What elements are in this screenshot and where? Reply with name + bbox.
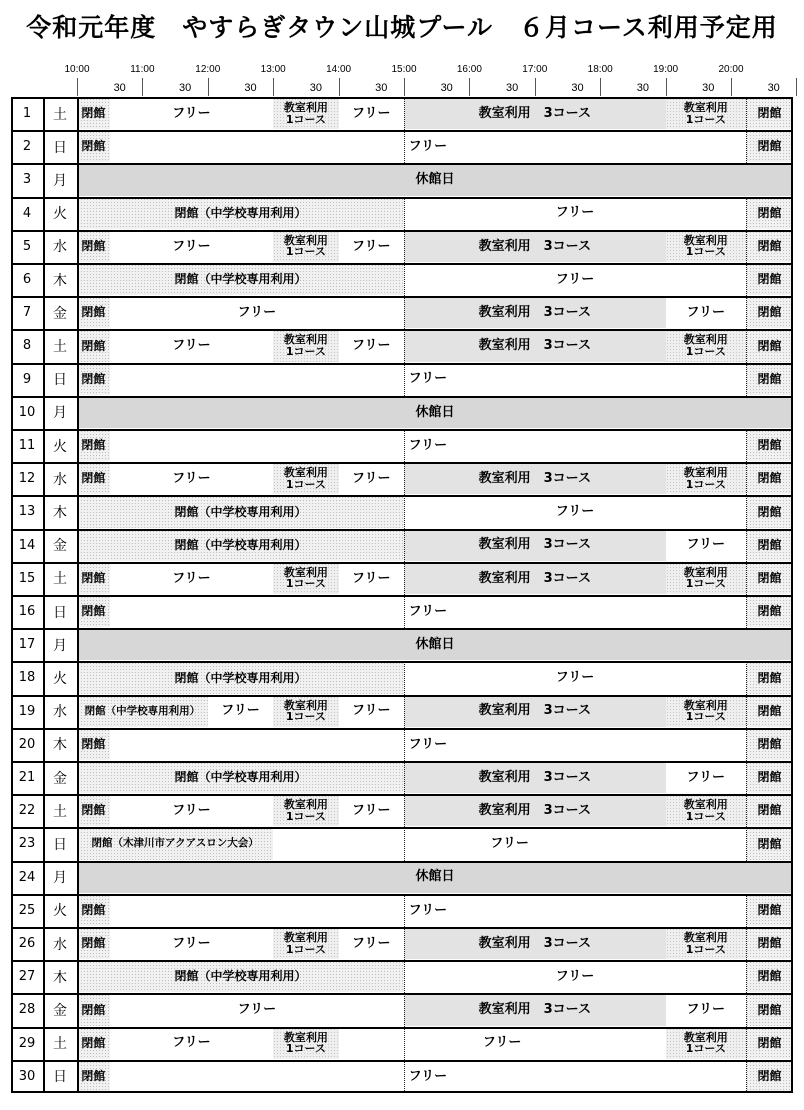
weekday: 木 [53, 504, 67, 521]
weekday: 月 [53, 637, 67, 654]
schedule-free: フリー [110, 596, 746, 627]
day-number: 16 [18, 604, 36, 620]
hour-label: 11:00 [130, 64, 155, 75]
hour-tick [208, 78, 209, 96]
schedule-closed: 閉館 [746, 1028, 793, 1059]
schedule-free: フリー [273, 828, 746, 859]
schedule-free: フリー [110, 364, 746, 395]
class-label: 教室利用 [683, 931, 728, 945]
schedule-closed: 閉館 [746, 895, 793, 926]
schedule-closed: 閉館 [77, 1028, 110, 1059]
half-label: 30 [375, 82, 388, 94]
weekday: 水 [53, 936, 67, 953]
weekday: 火 [53, 206, 67, 223]
day-number: 7 [22, 305, 32, 321]
course-label: 1コース [285, 344, 326, 358]
schedule-free: フリー [110, 1028, 274, 1059]
schedule-closed: 閉館 [77, 463, 110, 494]
column-divider [77, 97, 79, 1093]
schedule-class-3course: 教室利用 3コース [404, 928, 666, 959]
day-number: 26 [18, 936, 36, 952]
hour-tick [731, 78, 732, 96]
schedule-closed: 閉館 [746, 828, 793, 859]
weekday: 水 [53, 704, 67, 721]
schedule-class-3course: 教室利用 3コース [404, 563, 666, 594]
weekday: 火 [53, 438, 67, 455]
class-label: 教室利用 [283, 466, 328, 480]
schedule-holiday: 休館日 [77, 164, 793, 195]
weekday: 日 [53, 836, 67, 853]
schedule-free: フリー [339, 463, 404, 494]
schedule-class-3course: 教室利用 3コース [404, 330, 666, 361]
course-label: 1コース [685, 942, 726, 956]
hour-tick [404, 78, 405, 96]
schedule-closed: 閉館 [746, 330, 793, 361]
course-label: 1コース [285, 245, 326, 259]
course-label: 1コース [685, 112, 726, 126]
schedule-closed: 閉館 [746, 928, 793, 959]
schedule-closed: 閉館 [77, 297, 110, 328]
half-label: 30 [636, 82, 650, 94]
day-number: 24 [18, 869, 36, 885]
schedule-closed: 閉館 [746, 98, 793, 129]
schedule-free: フリー [666, 530, 746, 561]
schedule-free: フリー [110, 563, 274, 594]
course-label: 1コース [285, 710, 326, 724]
schedule-closed: 閉館 [746, 364, 793, 395]
weekday: 金 [53, 305, 67, 322]
schedule-free: フリー [339, 1028, 666, 1059]
schedule-closed: 閉館 [77, 98, 110, 129]
course-label: 1コース [685, 245, 726, 259]
schedule-closed: 閉館 [746, 729, 793, 760]
weekday: 木 [53, 737, 67, 754]
schedule-closed: 閉館 [77, 795, 110, 826]
schedule-free: フリー [404, 198, 746, 229]
half-label: 30 [113, 82, 126, 94]
day-number: 12 [18, 471, 36, 487]
schedule-closed: 閉館 [746, 430, 793, 461]
schedule-closed: 閉館 [77, 729, 110, 760]
weekday: 日 [53, 139, 67, 156]
day-number: 8 [22, 338, 32, 354]
course-label: 1コース [685, 710, 726, 724]
schedule-closed: 閉館 [77, 563, 110, 594]
half-label: 30 [244, 82, 257, 94]
hour-tick [77, 78, 78, 96]
weekday: 土 [53, 1036, 67, 1053]
schedule-closed: 閉館 [746, 496, 793, 527]
half-label: 30 [178, 82, 192, 94]
weekday: 火 [53, 670, 67, 687]
weekday: 土 [53, 106, 67, 123]
class-label: 教室利用 [283, 233, 328, 247]
hour-label: 19:00 [653, 64, 679, 75]
schedule-closed: 閉館 [746, 662, 793, 693]
hour-label: 12:00 [195, 64, 221, 75]
schedule-free: フリー [339, 563, 404, 594]
schedule-closed: 閉館（中学校専用利用） [77, 264, 404, 295]
half-label: 30 [505, 82, 519, 94]
weekday: 日 [53, 1069, 67, 1086]
schedule-free: フリー [110, 231, 274, 262]
schedule-free: フリー [110, 729, 746, 760]
day-number: 17 [18, 637, 36, 653]
hour-tick [273, 78, 274, 96]
class-label: 教室利用 [683, 466, 728, 480]
half-label: 30 [571, 82, 584, 94]
schedule-closed: 閉館 [746, 994, 793, 1025]
schedule-free: フリー [666, 297, 746, 328]
day-number: 1 [22, 106, 32, 122]
schedule-free: フリー [404, 662, 746, 693]
course-label: 1コース [285, 577, 326, 591]
schedule-free: フリー [666, 994, 746, 1025]
hour-tick [469, 78, 470, 96]
hour-label: 20:00 [718, 64, 744, 75]
weekday: 土 [53, 571, 67, 588]
schedule-closed: 閉館 [746, 264, 793, 295]
column-divider [43, 97, 45, 1093]
schedule-closed: 閉館 [77, 928, 110, 959]
weekday: 火 [53, 903, 67, 920]
weekday: 土 [53, 338, 67, 355]
course-label: 1コース [685, 344, 726, 358]
class-label: 教室利用 [683, 698, 728, 712]
day-number: 21 [18, 770, 36, 786]
hour-label: 13:00 [260, 64, 286, 75]
hour-label: 15:00 [391, 64, 417, 75]
day-number: 15 [18, 570, 36, 586]
schedule-free: フリー [110, 430, 746, 461]
class-label: 教室利用 [683, 798, 728, 812]
schedule-closed: 閉館 [77, 1061, 110, 1092]
schedule-closed: 閉館 [746, 961, 793, 992]
schedule-closed: 閉館（中学校専用利用） [77, 530, 404, 561]
schedule-free: フリー [110, 795, 274, 826]
day-number: 29 [18, 1035, 36, 1051]
schedule-class-3course: 教室利用 3コース [404, 463, 666, 494]
day-number: 19 [18, 703, 36, 719]
schedule-free: フリー [110, 297, 404, 328]
schedule-closed: 閉館（中学校専用利用） [77, 696, 208, 727]
page-title: 令和元年度 やすらぎタウン山城プール ６月コース利用予定用 [26, 13, 778, 42]
day-number: 3 [22, 172, 32, 188]
schedule-closed: 閉館 [746, 596, 793, 627]
hour-tick [796, 78, 797, 96]
weekday: 金 [53, 1002, 67, 1019]
schedule-free: フリー [339, 231, 404, 262]
weekday: 日 [53, 372, 67, 389]
schedule-free: フリー [110, 463, 274, 494]
schedule-closed: 閉館 [746, 463, 793, 494]
hour-label: 14:00 [326, 64, 352, 75]
schedule-free: フリー [110, 131, 746, 162]
course-label: 1コース [285, 477, 326, 491]
schedule-holiday: 休館日 [77, 862, 793, 893]
weekday: 月 [53, 870, 67, 887]
schedule-holiday: 休館日 [77, 629, 793, 660]
schedule-free: フリー [110, 928, 274, 959]
schedule-closed: 閉館（中学校専用利用） [77, 762, 404, 793]
weekday: 月 [53, 172, 67, 189]
schedule-closed: 閉館（中学校専用利用） [77, 198, 404, 229]
hour-tick [600, 78, 601, 96]
schedule-free: フリー [339, 795, 404, 826]
schedule-closed: 閉館 [77, 596, 110, 627]
schedule-class-3course: 教室利用 3コース [404, 994, 666, 1025]
schedule-closed: 閉館 [77, 231, 110, 262]
class-label: 教室利用 [283, 1030, 328, 1044]
weekday: 木 [53, 272, 67, 289]
day-number: 11 [18, 438, 36, 454]
day-number: 5 [22, 238, 32, 254]
schedule-free: フリー [339, 696, 404, 727]
schedule-closed: 閉館 [746, 795, 793, 826]
class-label: 教室利用 [283, 333, 328, 347]
day-number: 4 [22, 205, 32, 221]
schedule-free: フリー [110, 98, 274, 129]
schedule-class-3course: 教室利用 3コース [404, 98, 666, 129]
class-label: 教室利用 [683, 1030, 728, 1044]
day-number: 27 [18, 969, 36, 985]
day-number: 9 [22, 371, 32, 387]
schedule-class-3course: 教室利用 3コース [404, 530, 666, 561]
schedule-free: フリー [339, 330, 404, 361]
day-number: 18 [18, 670, 36, 686]
hour-tick [535, 78, 536, 96]
schedule-class-3course: 教室利用 3コース [404, 297, 666, 328]
class-label: 教室利用 [683, 333, 728, 347]
hour-tick [142, 78, 143, 96]
day-number: 13 [18, 504, 36, 520]
hour-tick [666, 78, 667, 96]
course-label: 1コース [685, 809, 726, 823]
class-label: 教室利用 [683, 565, 728, 579]
schedule-holiday: 休館日 [77, 397, 793, 428]
schedule-closed: 閉館 [746, 297, 793, 328]
day-number: 14 [18, 537, 36, 553]
schedule-free: フリー [404, 496, 746, 527]
schedule-closed: 閉館 [746, 231, 793, 262]
weekday: 土 [53, 803, 67, 820]
day-number: 22 [18, 803, 36, 819]
schedule-closed: 閉館（木津川市アクアスロン大会） [77, 828, 273, 859]
schedule-closed: 閉館 [77, 430, 110, 461]
schedule-free: フリー [110, 330, 274, 361]
schedule-free: フリー [110, 1061, 746, 1092]
schedule-free: フリー [110, 895, 746, 926]
schedule-closed: 閉館（中学校専用利用） [77, 961, 404, 992]
class-label: 教室利用 [283, 101, 328, 115]
hour-tick [339, 78, 340, 96]
schedule-free: フリー [339, 98, 404, 129]
day-number: 25 [18, 902, 36, 918]
day-number: 28 [18, 1002, 36, 1018]
schedule-closed: 閉館 [746, 530, 793, 561]
class-label: 教室利用 [283, 931, 328, 945]
day-number: 6 [22, 272, 32, 288]
day-number: 2 [22, 139, 32, 155]
class-label: 教室利用 [283, 798, 328, 812]
weekday: 水 [53, 239, 67, 256]
hour-label: 18:00 [587, 64, 613, 75]
schedule-closed: 閉館 [77, 364, 110, 395]
schedule-closed: 閉館 [746, 563, 793, 594]
schedule-free: フリー [208, 696, 273, 727]
course-label: 1コース [285, 112, 326, 126]
schedule-closed: 閉館 [77, 131, 110, 162]
day-number: 23 [18, 836, 36, 852]
schedule-closed: 閉館 [746, 198, 793, 229]
half-label: 30 [440, 82, 453, 94]
schedule-closed: 閉館（中学校専用利用） [77, 662, 404, 693]
table-frame [11, 97, 793, 1093]
class-label: 教室利用 [283, 565, 328, 579]
weekday: 日 [53, 604, 67, 621]
schedule-closed: 閉館 [746, 1061, 793, 1092]
schedule-free: フリー [666, 762, 746, 793]
weekday: 金 [53, 538, 67, 555]
schedule-class-3course: 教室利用 3コース [404, 231, 666, 262]
hour-label: 17:00 [522, 64, 548, 75]
schedule-closed: 閉館 [77, 330, 110, 361]
day-number: 30 [18, 1068, 36, 1084]
schedule-closed: 閉館 [77, 994, 110, 1025]
schedule-closed: 閉館 [77, 895, 110, 926]
schedule-closed: 閉館 [746, 696, 793, 727]
schedule-free: フリー [404, 961, 746, 992]
weekday: 月 [53, 405, 67, 422]
course-label: 1コース [285, 1042, 326, 1056]
hour-label: 16:00 [456, 64, 482, 75]
class-label: 教室利用 [683, 101, 728, 115]
hour-label: 10:00 [64, 64, 90, 75]
day-number: 10 [18, 404, 36, 420]
schedule-closed: 閉館（中学校専用利用） [77, 496, 404, 527]
schedule-closed: 閉館 [746, 131, 793, 162]
class-label: 教室利用 [283, 698, 328, 712]
schedule-class-3course: 教室利用 3コース [404, 762, 666, 793]
schedule-class-3course: 教室利用 3コース [404, 696, 666, 727]
course-label: 1コース [685, 477, 726, 491]
course-label: 1コース [685, 1042, 726, 1056]
course-label: 1コース [285, 809, 326, 823]
schedule-free: フリー [339, 928, 404, 959]
course-label: 1コース [685, 577, 726, 591]
half-label: 30 [702, 82, 715, 94]
schedule-free: フリー [110, 994, 404, 1025]
weekday: 水 [53, 471, 67, 488]
schedule-class-3course: 教室利用 3コース [404, 795, 666, 826]
class-label: 教室利用 [683, 233, 728, 247]
half-label: 30 [309, 82, 323, 94]
schedule-closed: 閉館 [746, 762, 793, 793]
weekday: 金 [53, 770, 67, 787]
weekday: 木 [53, 969, 67, 986]
course-label: 1コース [285, 942, 326, 956]
schedule-free: フリー [404, 264, 746, 295]
day-number: 20 [18, 736, 36, 752]
half-label: 30 [767, 82, 780, 94]
